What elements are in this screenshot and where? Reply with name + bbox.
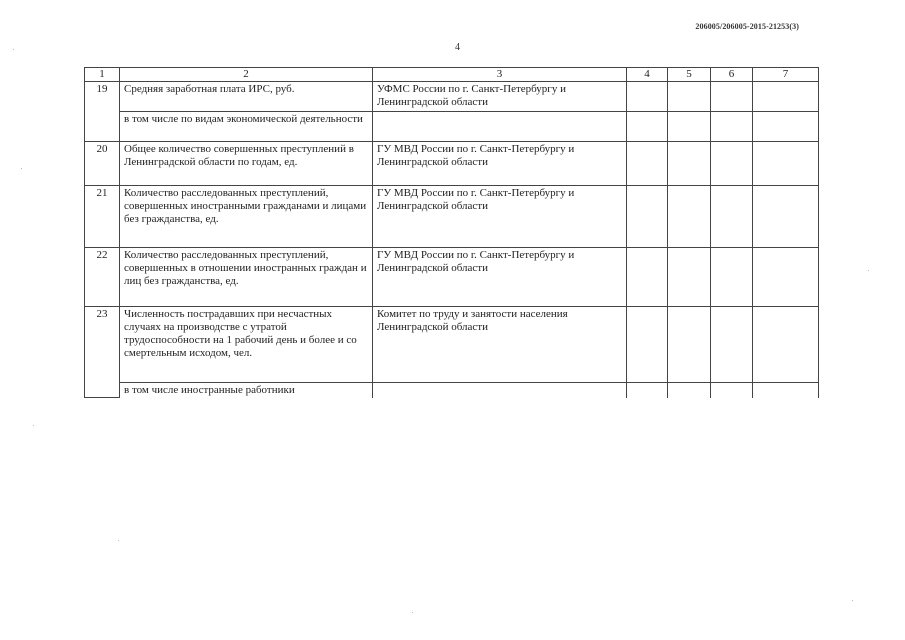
indicators-table bbox=[84, 67, 819, 398]
source-cell: УФМС России по г. Санкт-Петербургу и Ленинградской области bbox=[373, 82, 627, 112]
value-cell bbox=[627, 307, 668, 383]
scan-speck bbox=[412, 612, 413, 613]
value-cell bbox=[627, 248, 668, 307]
table-row bbox=[85, 248, 819, 307]
value-cell bbox=[711, 383, 753, 398]
value-cell bbox=[627, 112, 668, 142]
source-cell bbox=[373, 112, 627, 142]
column-header: 6 bbox=[711, 68, 753, 82]
value-cell bbox=[668, 186, 711, 248]
row-number: 20 bbox=[85, 142, 120, 186]
scan-speck bbox=[21, 168, 22, 169]
scan-speck bbox=[33, 425, 34, 426]
source-cell: ГУ МВД России по г. Санкт-Петербургу и Ленинградской области bbox=[373, 186, 627, 248]
value-cell bbox=[753, 248, 819, 307]
row-number: 23 bbox=[85, 307, 120, 398]
table-row bbox=[85, 142, 819, 186]
value-cell bbox=[627, 186, 668, 248]
source-cell bbox=[373, 383, 627, 398]
indicator-cell: Общее количество совершенных преступлений в Ленинградской области по годам, ед. bbox=[120, 142, 373, 186]
scan-speck bbox=[118, 540, 119, 541]
value-cell bbox=[711, 112, 753, 142]
value-cell bbox=[627, 383, 668, 398]
value-cell bbox=[668, 82, 711, 112]
indicator-cell: Количество расследованных преступлений, совершенных иностранными гражданами и лицами без гражданства, ед. bbox=[120, 186, 373, 248]
value-cell bbox=[668, 248, 711, 307]
value-cell bbox=[711, 307, 753, 383]
value-cell bbox=[753, 82, 819, 112]
scan-speck bbox=[13, 49, 14, 50]
source-cell: ГУ МВД России по г. Санкт-Петербургу и Ленинградской области bbox=[373, 248, 627, 307]
value-cell bbox=[668, 307, 711, 383]
column-header: 2 bbox=[120, 68, 373, 82]
indicator-cell: Средняя заработная плата ИРС, руб. bbox=[120, 82, 373, 112]
value-cell bbox=[753, 112, 819, 142]
table-row bbox=[85, 186, 819, 248]
indicator-cell: Количество расследованных преступлений, совершенных в отношении иностранных граждан и лиц без гражданства, ед. bbox=[120, 248, 373, 307]
value-cell bbox=[711, 82, 753, 112]
table-row bbox=[85, 112, 819, 142]
indicator-cell: в том числе по видам экономической деятельности bbox=[120, 112, 373, 142]
row-number: 19 bbox=[85, 82, 120, 142]
scan-speck bbox=[868, 270, 869, 271]
value-cell bbox=[711, 142, 753, 186]
document-id: 206005/206005-2015-21253(3) bbox=[695, 22, 799, 31]
value-cell bbox=[711, 248, 753, 307]
value-cell bbox=[753, 186, 819, 248]
column-header: 5 bbox=[668, 68, 711, 82]
value-cell bbox=[753, 307, 819, 383]
column-header: 7 bbox=[753, 68, 819, 82]
value-cell bbox=[753, 383, 819, 398]
table-header-row bbox=[85, 68, 819, 82]
source-cell: ГУ МВД России по г. Санкт-Петербургу и Ленинградской области bbox=[373, 142, 627, 186]
value-cell bbox=[668, 112, 711, 142]
value-cell bbox=[711, 186, 753, 248]
indicator-cell: Численность пострадавших при несчастных случаях на производстве с утратой трудоспособности на 1 рабочий день и более и со смертельным исходом, чел. bbox=[120, 307, 373, 383]
table-row bbox=[85, 307, 819, 383]
page-number: 4 bbox=[455, 42, 460, 53]
source-cell: Комитет по труду и занятости населения Ленинградской области bbox=[373, 307, 627, 383]
indicator-cell: в том числе иностранные работники bbox=[120, 383, 373, 398]
value-cell bbox=[753, 142, 819, 186]
value-cell bbox=[627, 82, 668, 112]
column-header: 1 bbox=[85, 68, 120, 82]
row-number: 22 bbox=[85, 248, 120, 307]
value-cell bbox=[627, 142, 668, 186]
table-row bbox=[85, 383, 819, 398]
row-number: 21 bbox=[85, 186, 120, 248]
column-header: 3 bbox=[373, 68, 627, 82]
column-header: 4 bbox=[627, 68, 668, 82]
scan-speck bbox=[852, 600, 853, 601]
value-cell bbox=[668, 383, 711, 398]
table-row bbox=[85, 82, 819, 112]
value-cell bbox=[668, 142, 711, 186]
